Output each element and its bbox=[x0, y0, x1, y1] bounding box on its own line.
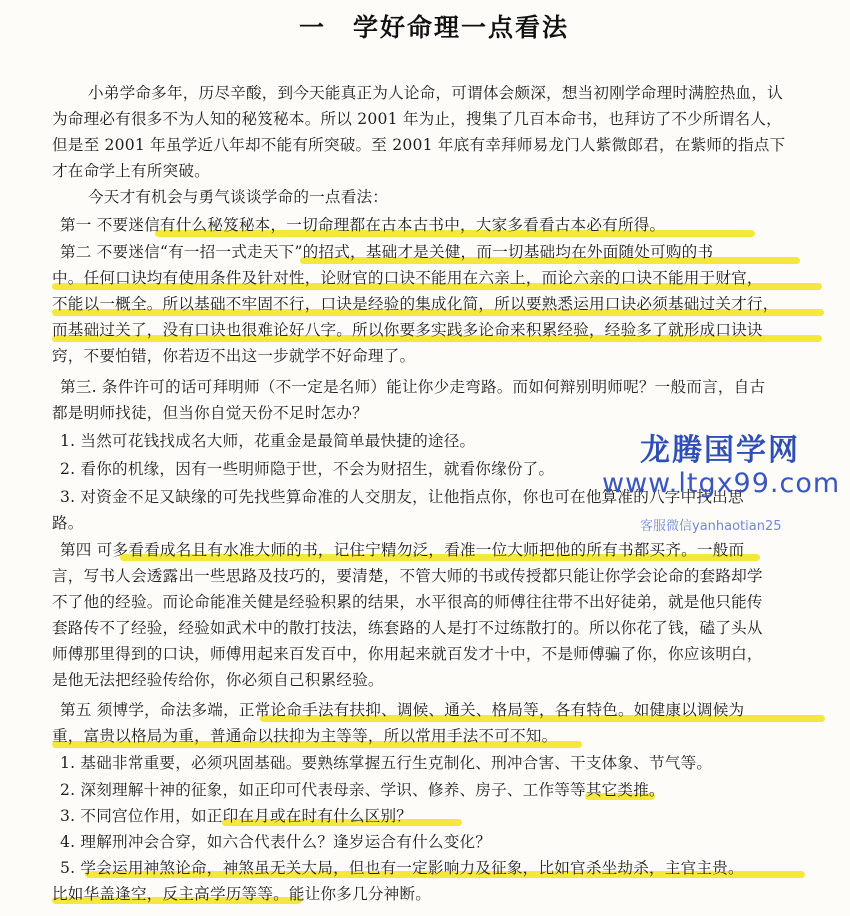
text-line: 师傅那里得到的口诀，师傅用起来百发百中，你用起来就百发才十中，不是师傅骗了你，你应该明白， bbox=[52, 645, 763, 663]
text-line: 第四 可多看看成名且有水准大师的书，记住宁精勿泛，看准一位大师把他的所有书都买齐。一般而 bbox=[60, 541, 745, 559]
text-line: 是他无法把经验传给你，你必须自己积累经验。 bbox=[52, 671, 384, 689]
list-item: 3. 不同宫位作用，如正印在月或在时有什么区别？ bbox=[60, 807, 413, 825]
text-line: 中。任何口诀均有使用条件及针对性，论财官的口诀不能用在六亲上，而论六亲的口诀不能用于财官， bbox=[52, 269, 763, 287]
text-line: 套路传不了经验，经验如武术中的散打技法，练套路的人是打不过练散打的。所以你花了钱，磕了头从 bbox=[52, 619, 763, 637]
list-item: 5. 学会运用神煞论命，神煞虽无关大局，但也有一定影响力及征象，比如官杀坐劫杀，主官主贵。 bbox=[60, 859, 744, 877]
text-line: 都是明师找徒，但当你自觉天份不足时怎办？ bbox=[52, 404, 368, 422]
text-line: 小弟学命多年，历尽辛酸，到今天能真正为人论命，可谓体会颇深，想当初刚学命理时满腔热血，认 bbox=[88, 84, 783, 102]
text-line: 不能以一概全。所以基础不牢固不行，口诀是经验的集成化简，所以要熟悉运用口诀必须基础过关才行， bbox=[52, 295, 779, 313]
list-item: 3. 对资金不足又缺缘的可先找些算命准的人交朋友，让他指点你，你也可在他算准的八字中找出思 bbox=[60, 488, 744, 506]
list-item: 1. 基础非常重要，必须巩固基础。要熟练掌握五行生克制化、刑冲合害、干支体象、节气等。 bbox=[60, 754, 713, 772]
list-item: 2. 看你的机缘，因有一些明师隐于世，不会为财招生，就看你缘份了。 bbox=[60, 460, 555, 478]
text-line: 第一 不要迷信有什么秘笈秘本，一切命理都在古本古书中，大家多看看古本必有所得。 bbox=[60, 216, 666, 234]
text-line: 第二 不要迷信“有一招一式走天下”的招式，基础才是关健，而一切基础均在外面随处可购的书 bbox=[60, 243, 714, 261]
list-item: 路。 bbox=[52, 514, 84, 532]
text-line: 重，富贵以格局为重，普通命以扶抑为主等等，所以常用手法不可不知。 bbox=[52, 727, 558, 745]
text-line: 为命理必有很多不为人知的秘笈秘本。所以 2001 年为止，搜集了几百本命书，也拜访了不少所谓名人， bbox=[52, 110, 782, 128]
text-line: 今天才有机会与勇气谈谈学命的一点看法： bbox=[88, 188, 389, 206]
text-line: 窍，不要怕错，你若迈不出这一步就学不好命理了。 bbox=[52, 347, 416, 365]
page-title: 一 学好命理一点看法 bbox=[298, 13, 569, 42]
list-item: 比如华盖逢空，反主高学历等等。能让你多几分神断。 bbox=[52, 885, 432, 903]
text-line: 第五 须博学，命法多端，正常论命手法有扶抑、调候、通关、格局等，各有特色。如健康以调候为 bbox=[60, 701, 745, 719]
text-line: 但是至 2001 年虽学近八年却不能有所突破。至 2001 年底有幸拜师易龙门人紫微郎君，在紫师的指点下 bbox=[52, 136, 786, 154]
list-item: 2. 深刻理解十神的征象，如正印可代表母亲、学识、修养、房子、工作等等其它类推。 bbox=[60, 781, 665, 799]
watermark-name: 龙腾国学网 bbox=[640, 433, 800, 468]
text-line: 而基础过关了，没有口诀也很难论好八字。所以你要多实践多论命来积累经验，经验多了就形成口诀诀 bbox=[52, 321, 763, 339]
text-line: 第三. 条件许可的话可拜明师（不一定是名师）能让你少走弯路。而如何辩别明师呢？一般而言，自古 bbox=[60, 378, 766, 396]
watermark-url: www.ltgx99.com bbox=[602, 468, 841, 499]
text-line: 不了他的经验。而论命能准关健是经验积累的结果，水平很高的师傅往往带不出好徒弟，就是他只能传 bbox=[52, 593, 763, 611]
list-item: 1. 当然可花钱找成名大师，花重金是最简单最快捷的途径。 bbox=[60, 432, 476, 450]
text-line: 言，写书人会透露出一些思路及技巧的，要清楚，不管大师的书或传授都只能让你学会论命的套路却学 bbox=[52, 567, 763, 585]
list-item: 4. 理解刑冲会合穿，如六合代表什么？逢岁运合有什么变化？ bbox=[60, 833, 492, 851]
watermark-contact: 客服微信yanhaotian25 bbox=[640, 519, 782, 534]
text-line: 才在命学上有所突破。 bbox=[52, 162, 210, 180]
